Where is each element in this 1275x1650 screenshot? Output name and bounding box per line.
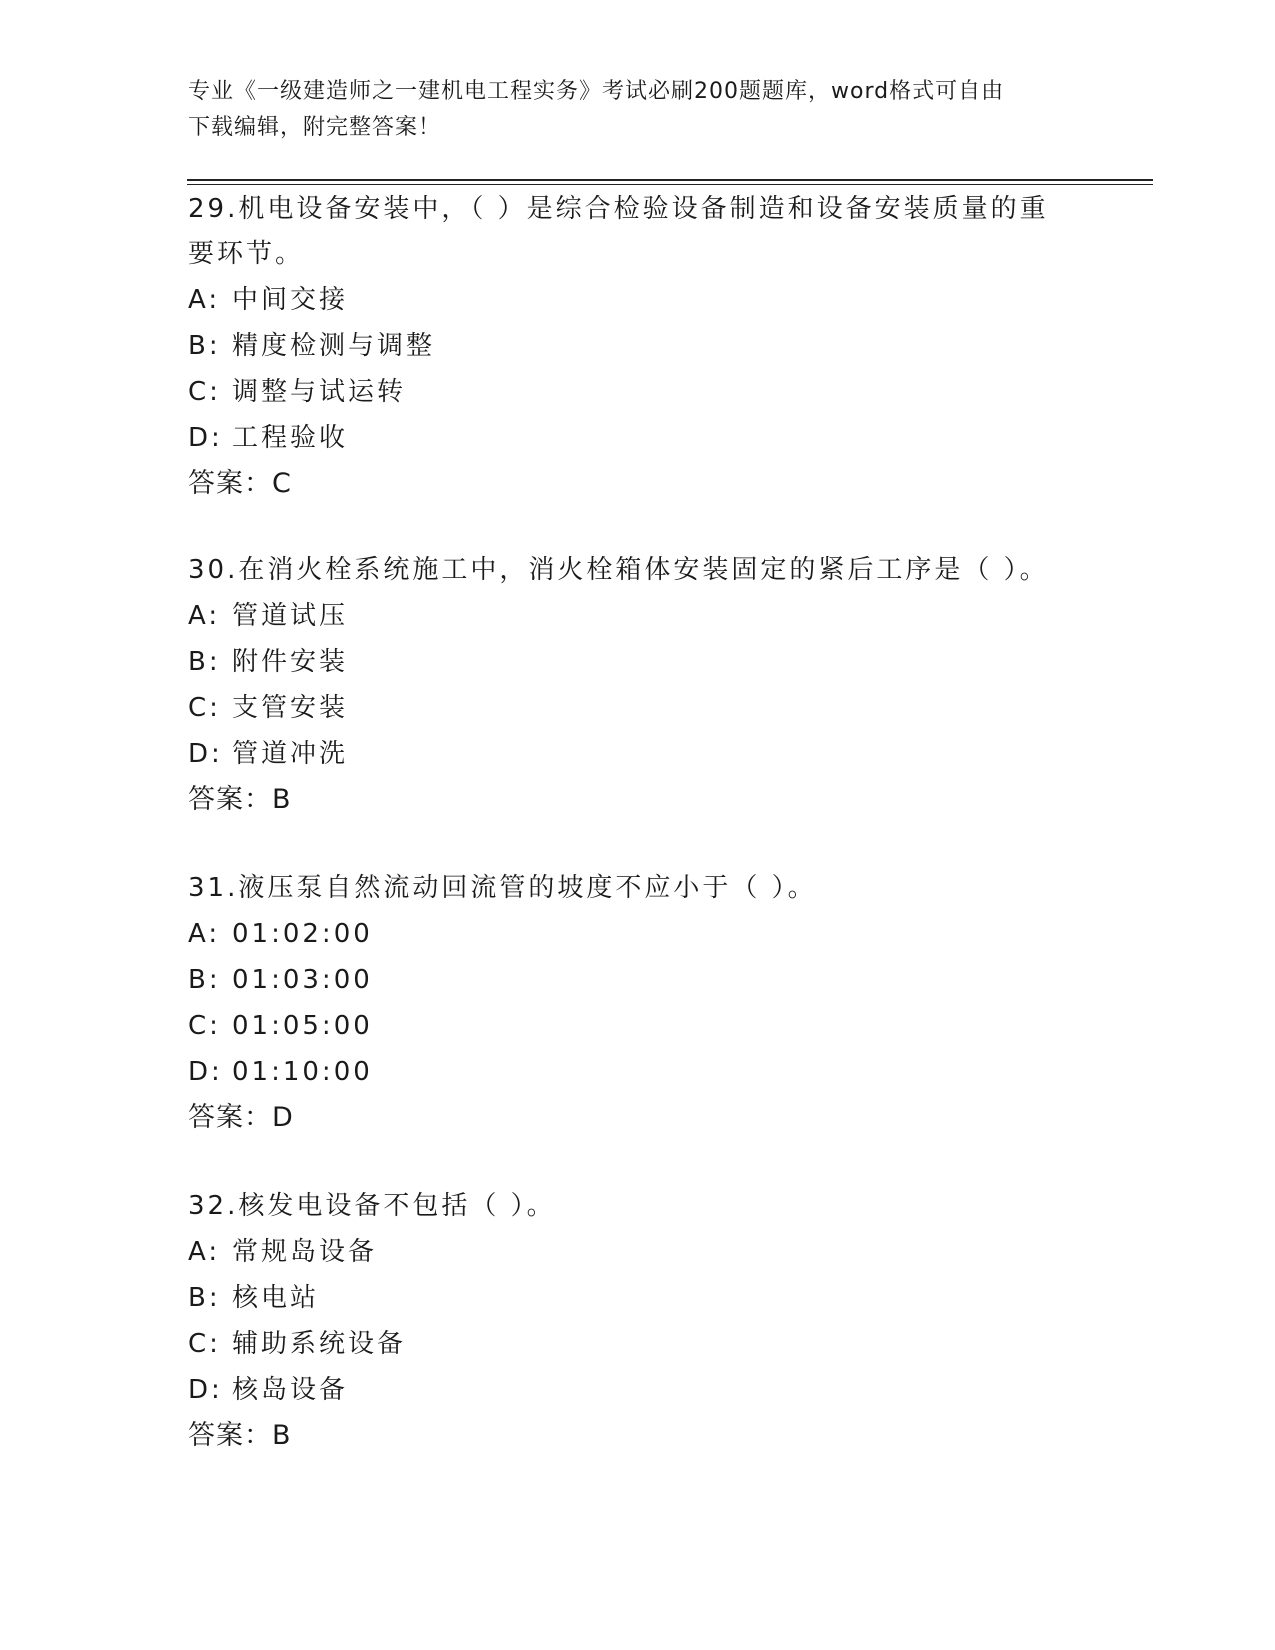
option-d — [188, 1049, 1088, 1095]
document-header — [188, 74, 1068, 146]
option-text: 01:02:00 — [232, 919, 373, 949]
option-letter: D: — [188, 423, 223, 453]
answer-text: 答案：D — [188, 1102, 294, 1133]
option-letter: C: — [188, 693, 221, 723]
option-letter: D: — [188, 1057, 223, 1087]
question-32 — [188, 1184, 1088, 1459]
option-text: 管道冲洗 — [232, 739, 349, 769]
option-letter: A: — [188, 1237, 221, 1267]
option-text: 工程验收 — [232, 423, 349, 453]
header-line-2: 下载编辑，附完整答案！ — [188, 115, 442, 140]
option-letter: C: — [188, 377, 221, 407]
option-text: 01:10:00 — [232, 1057, 373, 1087]
option-letter: A: — [188, 601, 221, 631]
option-letter: A: — [188, 919, 221, 949]
option-a — [188, 911, 1088, 957]
option-letter: B: — [188, 965, 221, 995]
option-a — [188, 1229, 1088, 1275]
header-line-1: 专业《一级建造师之一建机电工程实务》考试必刷200题题库，word格式可自由 — [188, 79, 1005, 104]
option-text: 中间交接 — [232, 285, 349, 315]
question-30 — [188, 548, 1088, 823]
option-d — [188, 1367, 1088, 1413]
option-letter: C: — [188, 1011, 221, 1041]
option-text: 支管安装 — [232, 693, 349, 723]
option-d — [188, 415, 1088, 461]
option-letter: D: — [188, 1375, 223, 1405]
option-text: 核岛设备 — [232, 1375, 349, 1405]
answer-text: 答案：B — [188, 1420, 292, 1451]
option-text: 01:05:00 — [232, 1011, 373, 1041]
option-text: 辅助系统设备 — [232, 1329, 407, 1359]
question-stem: 32.核发电设备不包括（ ）。 — [188, 1191, 556, 1221]
option-a — [188, 277, 1088, 323]
option-text: 常规岛设备 — [232, 1237, 378, 1267]
option-letter: B: — [188, 1283, 221, 1313]
option-c — [188, 685, 1088, 731]
answer-text: 答案：B — [188, 784, 292, 815]
option-letter: D: — [188, 739, 223, 769]
option-text: 核电站 — [232, 1283, 320, 1313]
option-c — [188, 1003, 1088, 1049]
option-letter: B: — [188, 331, 221, 361]
answer-text: 答案：C — [188, 468, 292, 499]
question-stem: 30.在消火栓系统施工中，消火栓箱体安装固定的紧后工序是（ ）。 — [188, 555, 1049, 585]
option-d — [188, 731, 1088, 777]
option-text: 附件安装 — [232, 647, 349, 677]
option-b — [188, 639, 1088, 685]
question-stem: 29.机电设备安装中，（ ）是综合检验设备制造和设备安装质量的重 — [188, 194, 1049, 224]
question-stem-continued: 要环节。 — [188, 239, 305, 269]
option-text: 调整与试运转 — [232, 377, 407, 407]
option-a — [188, 593, 1088, 639]
option-text: 精度检测与调整 — [232, 331, 436, 361]
option-text: 管道试压 — [232, 601, 349, 631]
question-31 — [188, 866, 1088, 1141]
option-b — [188, 1275, 1088, 1321]
question-29 — [188, 187, 1088, 507]
question-stem: 31.液压泵自然流动回流管的坡度不应小于（ ）。 — [188, 873, 817, 903]
option-c — [188, 1321, 1088, 1367]
option-b — [188, 323, 1088, 369]
option-b — [188, 957, 1088, 1003]
option-letter: A: — [188, 285, 221, 315]
header-divider — [187, 179, 1153, 185]
option-text: 01:03:00 — [232, 965, 373, 995]
option-letter: B: — [188, 647, 221, 677]
option-c — [188, 369, 1088, 415]
option-letter: C: — [188, 1329, 221, 1359]
